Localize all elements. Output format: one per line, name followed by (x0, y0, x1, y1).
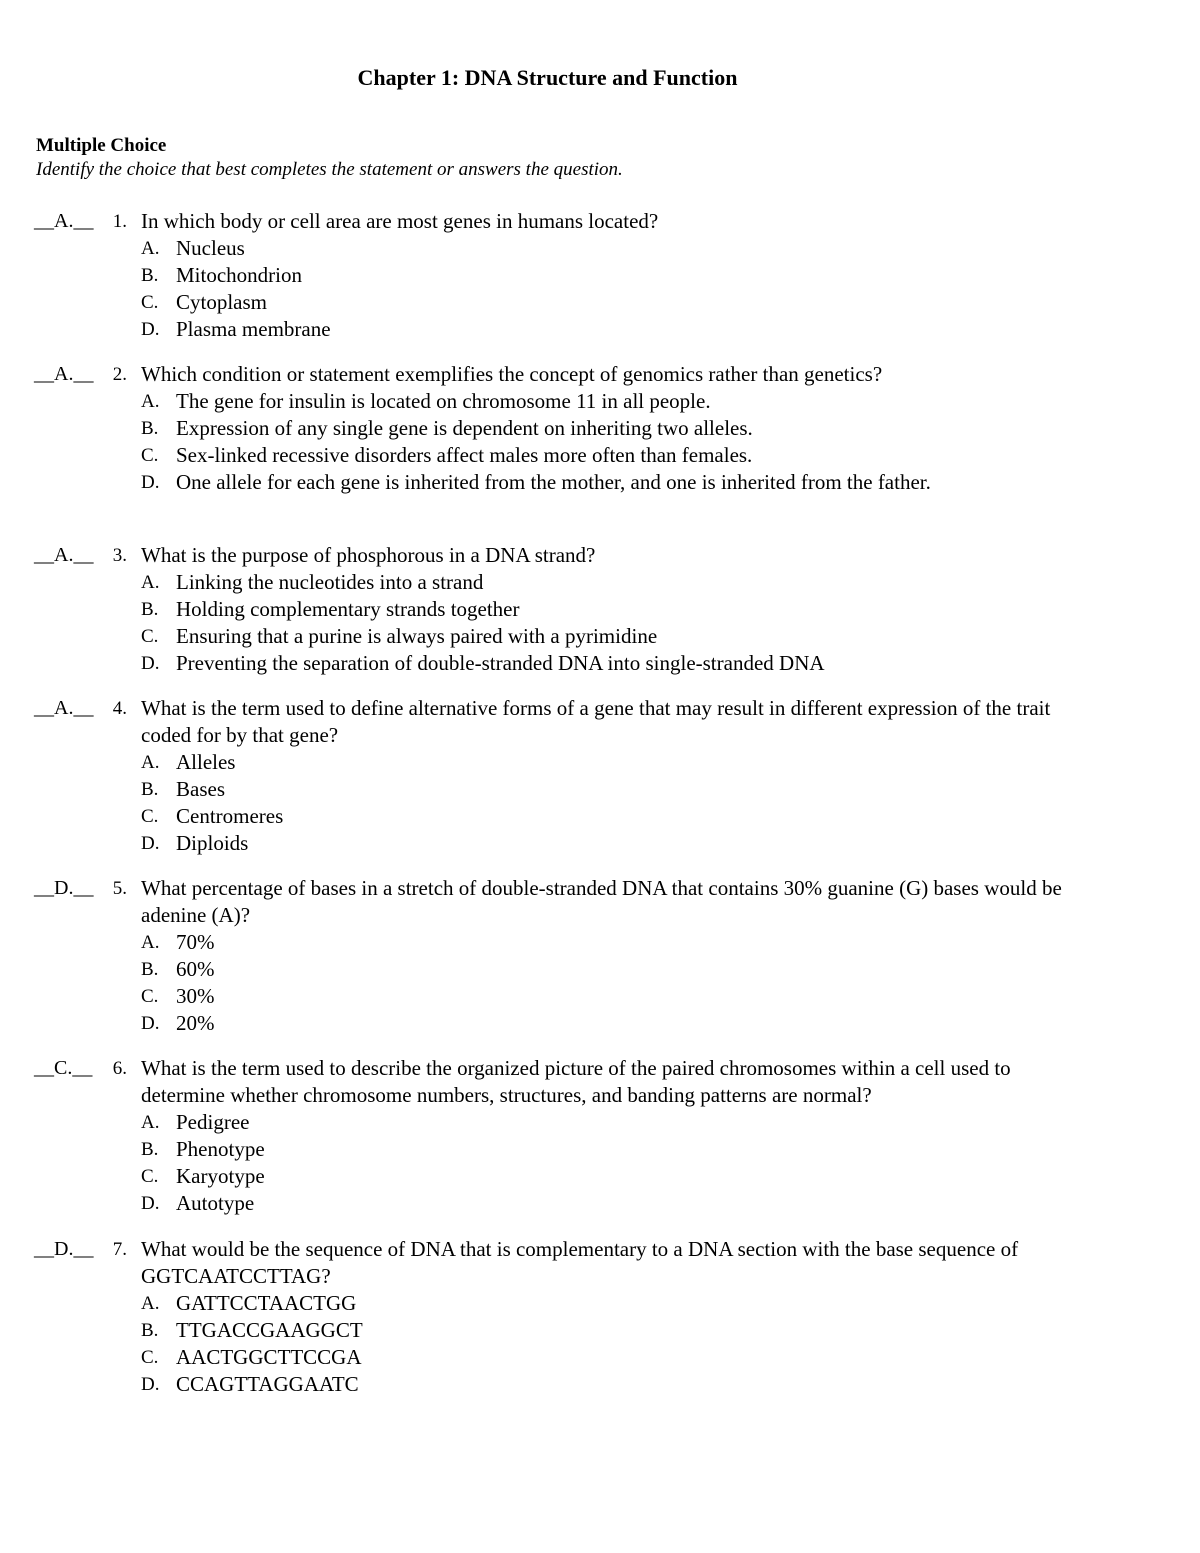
option-letter: C. (141, 626, 159, 647)
option-text: Linking the nucleotides into a strand (176, 570, 484, 594)
question-body (141, 875, 1071, 1037)
option-letter: A. (141, 391, 160, 412)
option-text: 30% (176, 984, 215, 1008)
option-letter: C. (141, 806, 159, 827)
page-title: Chapter 1: DNA Structure and Function (357, 65, 738, 90)
option-text: Karyotype (176, 1164, 265, 1188)
option-text: Bases (176, 777, 225, 801)
option-text: One allele for each gene is inherited from the mother, and one is inherited from the father. (176, 470, 931, 494)
question-body (141, 361, 1071, 496)
option-text: 60% (176, 957, 215, 981)
option-d (141, 650, 1071, 677)
option-d (141, 1010, 1071, 1037)
option-b (141, 415, 1071, 442)
question-body (141, 208, 1071, 343)
option-letter: D. (141, 653, 160, 674)
question-number: 2. (112, 364, 127, 385)
question-number: 6. (112, 1058, 127, 1079)
option-text: Ensuring that a purine is always paired with a pyrimidine (176, 624, 658, 648)
option-text: 70% (176, 930, 215, 954)
question-stem: Which condition or statement exemplifies the concept of genomics rather than genetics? (141, 362, 883, 386)
option-d (141, 1371, 1071, 1398)
option-c (141, 1344, 1071, 1371)
option-text: 20% (176, 1011, 215, 1035)
option-text: Holding complementary strands together (176, 597, 520, 621)
option-letter: B. (141, 1139, 159, 1160)
question-body (141, 542, 1071, 677)
answer-blank: __D.__ (34, 877, 94, 899)
option-d (141, 830, 1071, 857)
option-text: Cytoplasm (176, 290, 268, 314)
option-letter: B. (141, 418, 159, 439)
option-b (141, 956, 1071, 983)
answer-blank: __A.__ (34, 363, 94, 385)
option-text: Sex-linked recessive disorders affect males more often than females. (176, 443, 753, 467)
option-b (141, 1317, 1071, 1344)
option-letter: C. (141, 1166, 159, 1187)
option-letter: D. (141, 1374, 160, 1395)
answer-blank: __A.__ (34, 697, 94, 719)
option-letter: A. (141, 238, 160, 259)
option-c (141, 289, 1071, 316)
section-instructions: Identify the choice that best completes the statement or answers the question. (36, 159, 623, 180)
option-b (141, 1136, 1071, 1163)
question-stem: What is the term used to define alternative forms of a gene that may result in different expression of the trait coded for by that gene? (141, 696, 1051, 747)
option-text: AACTGGCTTCCGA (176, 1345, 362, 1369)
option-c (141, 983, 1071, 1010)
option-a (141, 1290, 1071, 1317)
question-number: 3. (112, 545, 127, 566)
question-stem: What is the purpose of phosphorous in a DNA strand? (141, 543, 596, 567)
question-stem: In which body or cell area are most genes in humans located? (141, 209, 659, 233)
option-letter: B. (141, 779, 159, 800)
option-a (141, 749, 1071, 776)
option-c (141, 623, 1071, 650)
question-stem: What is the term used to describe the organized picture of the paired chromosomes within a cell used to determine whether chromosome numbers, structures, and banding patterns are normal? (141, 1056, 1011, 1107)
option-letter: C. (141, 292, 159, 313)
option-letter: A. (141, 932, 160, 953)
option-text: Phenotype (176, 1137, 265, 1161)
option-letter: D. (141, 472, 160, 493)
question-body (141, 695, 1071, 857)
option-text: Centromeres (176, 804, 284, 828)
question-stem: What would be the sequence of DNA that is complementary to a DNA section with the base sequence of GGTCAATCCTTAG? (141, 1237, 1019, 1288)
option-letter: A. (141, 752, 160, 773)
option-text: Autotype (176, 1191, 255, 1215)
option-text: TTGACCGAAGGCT (176, 1318, 363, 1342)
option-text: Pedigree (176, 1110, 250, 1134)
answer-blank: __D.__ (34, 1238, 94, 1260)
option-text: Mitochondrion (176, 263, 302, 287)
option-letter: D. (141, 1193, 160, 1214)
option-c (141, 442, 1071, 469)
option-letter: C. (141, 986, 159, 1007)
option-a (141, 1109, 1071, 1136)
option-letter: A. (141, 1112, 160, 1133)
option-text: Alleles (176, 750, 236, 774)
option-letter: B. (141, 1320, 159, 1341)
option-c (141, 1163, 1071, 1190)
option-a (141, 569, 1071, 596)
option-letter: B. (141, 265, 159, 286)
option-a (141, 388, 1071, 415)
option-text: Plasma membrane (176, 317, 331, 341)
option-letter: A. (141, 572, 160, 593)
option-b (141, 262, 1071, 289)
option-d (141, 1190, 1071, 1217)
question-body (141, 1236, 1071, 1398)
question-number: 4. (112, 698, 127, 719)
option-text: Diploids (176, 831, 249, 855)
option-d (141, 316, 1071, 343)
option-letter: D. (141, 833, 160, 854)
option-letter: B. (141, 599, 159, 620)
option-a (141, 929, 1071, 956)
answer-blank: __A.__ (34, 210, 94, 232)
question-number: 7. (112, 1239, 127, 1260)
option-text: GATTCCTAACTGG (176, 1291, 357, 1315)
option-b (141, 776, 1071, 803)
option-letter: D. (141, 1013, 160, 1034)
option-letter: D. (141, 319, 160, 340)
option-letter: C. (141, 1347, 159, 1368)
option-text: CCAGTTAGGAATC (176, 1372, 359, 1396)
option-text: Nucleus (176, 236, 245, 260)
option-letter: A. (141, 1293, 160, 1314)
question-number: 5. (112, 878, 127, 899)
section-heading: Multiple Choice (36, 135, 167, 156)
option-text: Preventing the separation of double-stranded DNA into single-stranded DNA (176, 651, 825, 675)
option-c (141, 803, 1071, 830)
answer-blank: __C.__ (34, 1057, 93, 1079)
question-body (141, 1055, 1071, 1217)
option-letter: B. (141, 959, 159, 980)
option-text: The gene for insulin is located on chromosome 11 in all people. (176, 389, 711, 413)
option-a (141, 235, 1071, 262)
option-d (141, 469, 966, 496)
option-letter: C. (141, 445, 159, 466)
question-number: 1. (112, 211, 127, 232)
option-b (141, 596, 1071, 623)
answer-blank: __A.__ (34, 544, 94, 566)
question-stem: What percentage of bases in a stretch of double-stranded DNA that contains 30% guanine (G) bases would be adenine (A)? (141, 876, 1062, 927)
option-text: Expression of any single gene is dependent on inheriting two alleles. (176, 416, 753, 440)
